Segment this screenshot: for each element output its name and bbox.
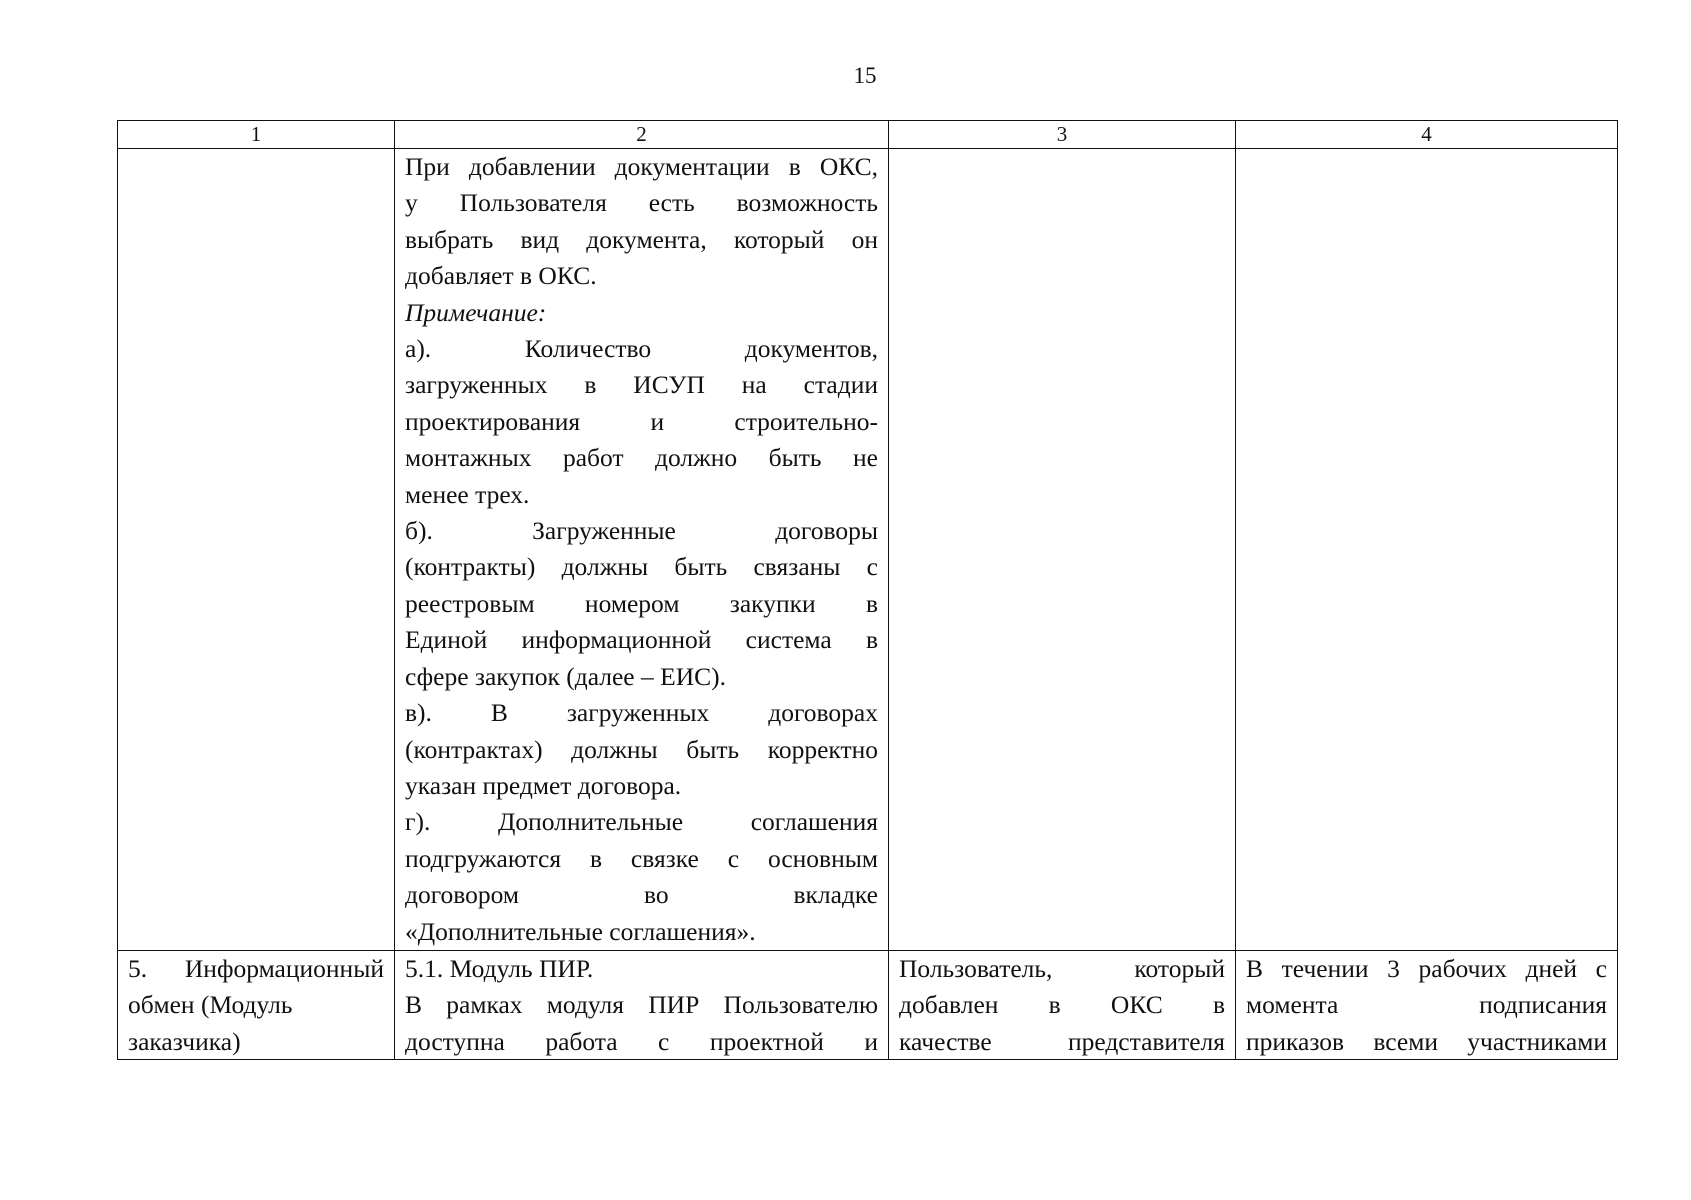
cell-continued-col3	[889, 149, 1236, 951]
text-line: 5.1. Модуль ПИР.	[405, 953, 594, 983]
note-label: Примечание:	[405, 297, 547, 327]
text-line: у Пользователя есть возможность	[405, 188, 878, 218]
requirements-table	[117, 120, 1618, 1060]
cell-row5-col1	[118, 950, 395, 1059]
text-line: приказов всеми участниками	[1246, 1026, 1607, 1056]
text-line: При добавлении документации в ОКС,	[405, 152, 878, 181]
column-header-1: 1	[118, 121, 395, 149]
note-g-line: г). Дополнительные соглашения	[405, 807, 878, 837]
text-line: В течении 3 рабочих дней с	[1246, 953, 1607, 983]
note-v-line: в). В загруженных договорах	[405, 698, 878, 728]
note-a-line: загруженных в ИСУП на стадии	[405, 370, 878, 400]
note-v-line: (контрактах) должны быть корректно	[405, 734, 878, 764]
note-v-line: указан предмет договора.	[405, 770, 682, 800]
note-a-line: менее трех.	[405, 479, 530, 509]
text-line: обмен (Модуль	[128, 990, 293, 1020]
cell-continued-col1	[118, 149, 395, 951]
note-b-line: реестровым номером закупки в	[405, 588, 878, 618]
note-a-line: проектирования и строительно-	[405, 406, 878, 436]
note-b-line: (контракты) должны быть связаны с	[405, 552, 878, 582]
cell-row5-col2	[395, 950, 889, 1059]
cell-continued-col4	[1236, 149, 1618, 951]
text-line: добавляет в ОКС.	[405, 261, 597, 291]
text-line: доступна работа с проектной и	[405, 1026, 878, 1056]
note-g-line: «Дополнительные соглашения».	[405, 916, 756, 946]
cell-continued-col2	[395, 149, 889, 951]
cell-row5-col4	[1236, 950, 1618, 1059]
table-row-5	[118, 950, 1618, 1059]
text-line: добавлен в ОКС в	[899, 990, 1225, 1020]
text-line: качестве представителя	[899, 1026, 1225, 1056]
text-line: выбрать вид документа, который он	[405, 224, 878, 254]
cell-row5-col3	[889, 950, 1236, 1059]
text-line: момента подписания	[1246, 990, 1607, 1020]
note-b-line: Единой информационной система в	[405, 625, 878, 655]
column-header-3: 3	[889, 121, 1236, 149]
column-header-2: 2	[395, 121, 889, 149]
text-line: заказчика)	[128, 1026, 241, 1056]
table-header-row	[118, 121, 1618, 149]
note-b-line: б). Загруженные договоры	[405, 516, 878, 546]
text-line: В рамках модуля ПИР Пользователю	[405, 990, 878, 1020]
note-g-line: договором во вкладке	[405, 880, 878, 910]
page-number: 15	[853, 63, 877, 88]
note-g-line: подгружаются в связке с основным	[405, 843, 878, 873]
column-header-4: 4	[1236, 121, 1618, 149]
note-b-line: сфере закупок (далее – ЕИС).	[405, 661, 726, 691]
note-a-line: а). Количество документов,	[405, 334, 878, 364]
table-row-continued	[118, 149, 1618, 951]
text-line: 5. Информационный	[128, 953, 384, 983]
note-a-line: монтажных работ должно быть не	[405, 443, 878, 473]
text-line: Пользователь, который	[899, 953, 1225, 983]
